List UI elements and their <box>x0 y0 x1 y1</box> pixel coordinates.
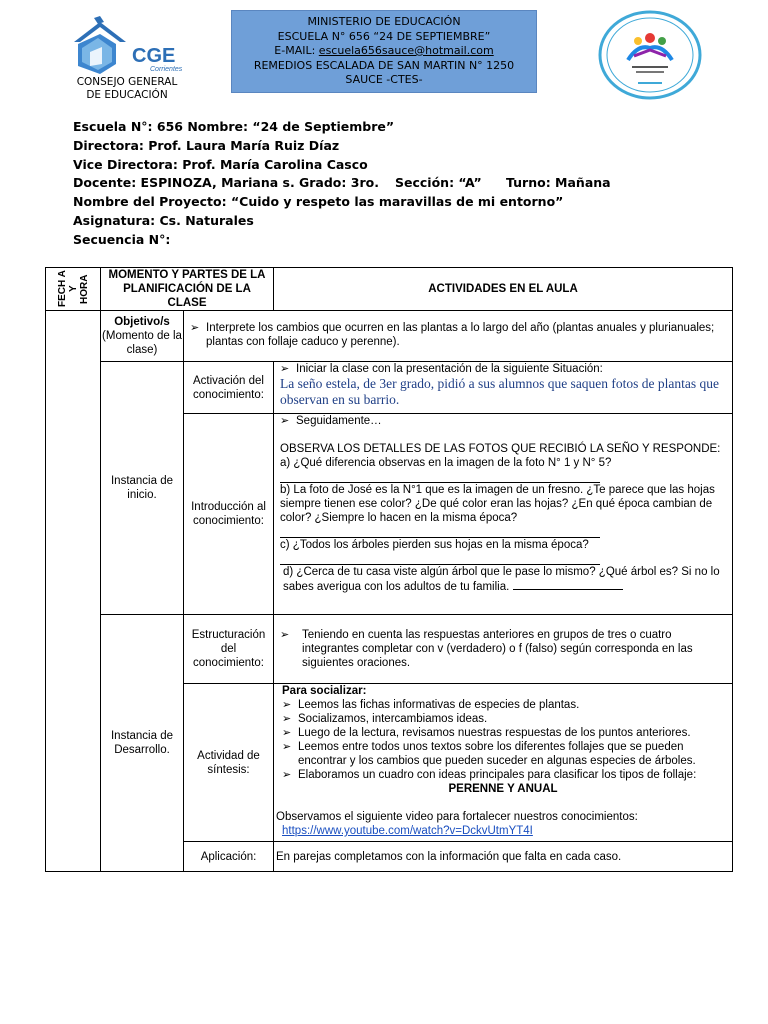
estructuracion-text: Teniendo en cuenta las respuestas anteriores en grupos de tres o cuatro integrantes completar con v (verdadero) o f (falso) según corresponda en las siguientes oraciones. <box>302 629 693 669</box>
header-email-line: E-MAIL: escuela656sauce@hotmail.com <box>274 44 494 57</box>
header-actividades: ACTIVIDADES EN EL AULA <box>274 268 733 311</box>
sintesis-item: Elaboramos un cuadro con ideas principales para clasificar los tipos de follaje: <box>298 769 697 781</box>
objetivo-text: Interprete los cambios que ocurren en las plantas a lo largo del año (plantas anuales y plurianuales; plantas con follaje caduco y perenne). <box>206 322 715 348</box>
svg-text:CGE: CGE <box>132 45 176 67</box>
intro-question-a: a) ¿Qué diferencia observas en la imagen de la foto N° 1 y N° 5? <box>280 457 612 469</box>
instancia-inicio: Instancia de inicio. <box>101 362 184 615</box>
activacion-content: ➢ Iniciar la clase con la presentación de la siguiente Situación: La seño estela, de 3er grado, pidió a sus alumnos que saquen fotos de plantas que observan en su barrio. <box>274 362 733 414</box>
header-momento: MOMENTO Y PARTES DE LA PLANIFICACIÓN DE LA CLASE <box>101 268 274 311</box>
ministry-header-box <box>231 10 537 93</box>
fecha-cell <box>46 311 101 872</box>
activacion-line1: Iniciar la clase con la presentación de la siguiente Situación: <box>296 363 603 375</box>
objetivo-title: Objetivo/s <box>114 316 170 328</box>
intro-question-c: c) ¿Todos los árboles pierden sus hojas en la misma época? <box>280 539 589 551</box>
sintesis-item: Socializamos, intercambiamos ideas. <box>298 713 488 725</box>
seccion-line: Sección: “A” <box>395 175 482 190</box>
logo-caption: CONSEJO GENERAL DE EDUCACIÓN <box>76 76 178 101</box>
estructuracion-content: ➢ Teniendo en cuenta las respuestas anteriores en grupos de tres o cuatro integrantes completar con v (verdadero) o f (falso) según corresponda en las siguientes oraciones. <box>274 615 733 684</box>
intro-observa: OBSERVA LOS DETALLES DE LAS FOTOS QUE RECIBIÓ LA SEÑO Y RESPONDE: <box>280 443 721 455</box>
vice-directora-line: Vice Directora: Prof. María Carolina Casco <box>73 157 368 172</box>
introduccion-content: ➢ Seguidamente… OBSERVA LOS DETALLES DE LAS FOTOS QUE RECIBIÓ LA SEÑO Y RESPONDE: a) ¿Qué diferencia observas en la imagen de la foto N° 1 y N° 5? b) La foto de José es la N°1 que es la imagen de un fresno. ¿Te parece que las hojas siempre tienen ese color? ¿De qué color eran las hojas? ¿En qué época cambian de color? ¿Siempre lo hacen en la misma época? c) ¿Todos los árboles pierden sus hojas en la misma época? d) ¿Cerca de tu casa viste algún árbol que le pase lo mismo? ¿Qué árbol es? Si no lo sabes averigua con los adultos de tu familia. <box>274 414 733 615</box>
aplicacion-label: Aplicación: <box>184 842 274 872</box>
school-seal-icon <box>598 10 702 100</box>
turno-line: Turno: Mañana <box>506 175 611 190</box>
objetivo-text-cell: ➢ Interprete los cambios que ocurren en las plantas a lo largo del año (plantas anuales y plurianuales; plantas con follaje caduco y perenne). <box>184 311 733 362</box>
email-link[interactable]: escuela656sauce@hotmail.com <box>318 44 494 57</box>
video-link[interactable]: https://www.youtube.com/watch?v=DckvUtmYT4I <box>282 825 533 837</box>
sintesis-item: Leemos entre todos unos textos sobre los diferentes follajes que se pueden encontrar y los cambios que pueden suceder en algunas especies de árboles. <box>298 741 696 767</box>
intro-question-d: d) ¿Cerca de tu casa viste algún árbol que le pase lo mismo? ¿Qué árbol es? Si no lo sabes averigua con los adultos de tu familia. <box>283 566 720 593</box>
sintesis-item: Luego de la lectura, revisamos nuestras respuestas de los puntos anteriores. <box>298 727 691 739</box>
answer-line[interactable] <box>280 525 600 538</box>
header-fecha-cell <box>46 268 101 311</box>
secuencia-line: Secuencia N°: <box>73 232 171 247</box>
sintesis-label: Actividad de síntesis: <box>184 684 274 842</box>
perenne-anual: PERENNE Y ANUAL <box>448 783 558 795</box>
activacion-situacion: La seño estela, de 3er grado, pidió a sus alumnos que saquen fotos de plantas que observan en su barrio. <box>280 376 720 407</box>
para-socializar: Para socializar: <box>282 685 367 697</box>
estructuracion-label: Estructuración del conocimiento: <box>184 615 274 684</box>
header-line: MINISTERIO DE EDUCACIÓN <box>307 15 461 28</box>
header-line: REMEDIOS ESCALADA DE SAN MARTIN N° 1250 <box>253 58 515 72</box>
sintesis-content: Para socializar: ➢ Leemos las fichas informativas de especies de plantas. ➢ Socializamos, intercambiamos ideas. ➢ Luego de la lectura, revisamos nuestras respuestas de los puntos anteriores. ➢ Leemos entre todos unos textos sobre los diferentes follajes que se pueden encontrar y los cambios que pueden suceder en algunas especies de árboles. ➢ Elaboramos un cuadro con ideas principales para clasificar los tipos de follaje: PERENNE Y ANUAL Observamos el siguiente video para fortalecer nuestros conocimientos: https://www.youtube.com/watch?v=DckvUtmYT4I <box>274 684 733 842</box>
introduccion-label: Introducción al conocimiento: <box>184 414 274 615</box>
proyecto-line: Nombre del Proyecto: “Cuido y respeto las maravillas de mi entorno” <box>73 194 564 209</box>
intro-seguidamente: Seguidamente… <box>296 415 382 427</box>
sintesis-item: Leemos las fichas informativas de especies de plantas. <box>298 699 580 711</box>
video-text: Observamos el siguiente video para fortalecer nuestros conocimientos: <box>276 811 638 823</box>
directora-line: Directora: Prof. Laura María Ruiz Díaz <box>73 138 340 153</box>
header-line: SAUCE -CTES- <box>345 73 423 86</box>
docente-line: Docente: ESPINOZA, Mariana s. <box>73 175 295 190</box>
header-line: ESCUELA N° 656 “24 DE SEPTIEMBRE” <box>277 29 491 43</box>
intro-question-b: b) La foto de José es la N°1 que es la imagen de un fresno. ¿Te parece que las hojas siempre tienen ese color? ¿De qué color eran las hojas? ¿En qué época cambian de color? ¿Siempre lo hacen en la misma época? <box>280 484 715 524</box>
instancia-desarrollo: Instancia de Desarrollo. <box>101 615 184 872</box>
answer-line[interactable] <box>280 470 600 483</box>
planning-table <box>45 267 733 872</box>
house-logo-icon <box>70 14 190 76</box>
header-fecha: FECH A Y HORA <box>56 270 90 308</box>
aplicacion-text: En parejas completamos con la información que falta en cada caso. <box>274 842 733 872</box>
cge-logo <box>70 14 190 76</box>
asignatura-line: Asignatura: Cs. Naturales <box>73 213 254 228</box>
svg-text:Corrientes: Corrientes <box>150 66 183 73</box>
activacion-label: Activación del conocimiento: <box>184 362 274 414</box>
objetivo-sub: (Momento de la clase) <box>102 330 182 356</box>
escuela-line: Escuela N°: 656 Nombre: “24 de Septiembre” <box>73 119 395 134</box>
objetivo-label-cell <box>101 311 184 362</box>
answer-line[interactable] <box>280 552 600 565</box>
grado-line: Grado: 3ro. <box>299 175 379 190</box>
answer-line[interactable] <box>513 579 623 590</box>
